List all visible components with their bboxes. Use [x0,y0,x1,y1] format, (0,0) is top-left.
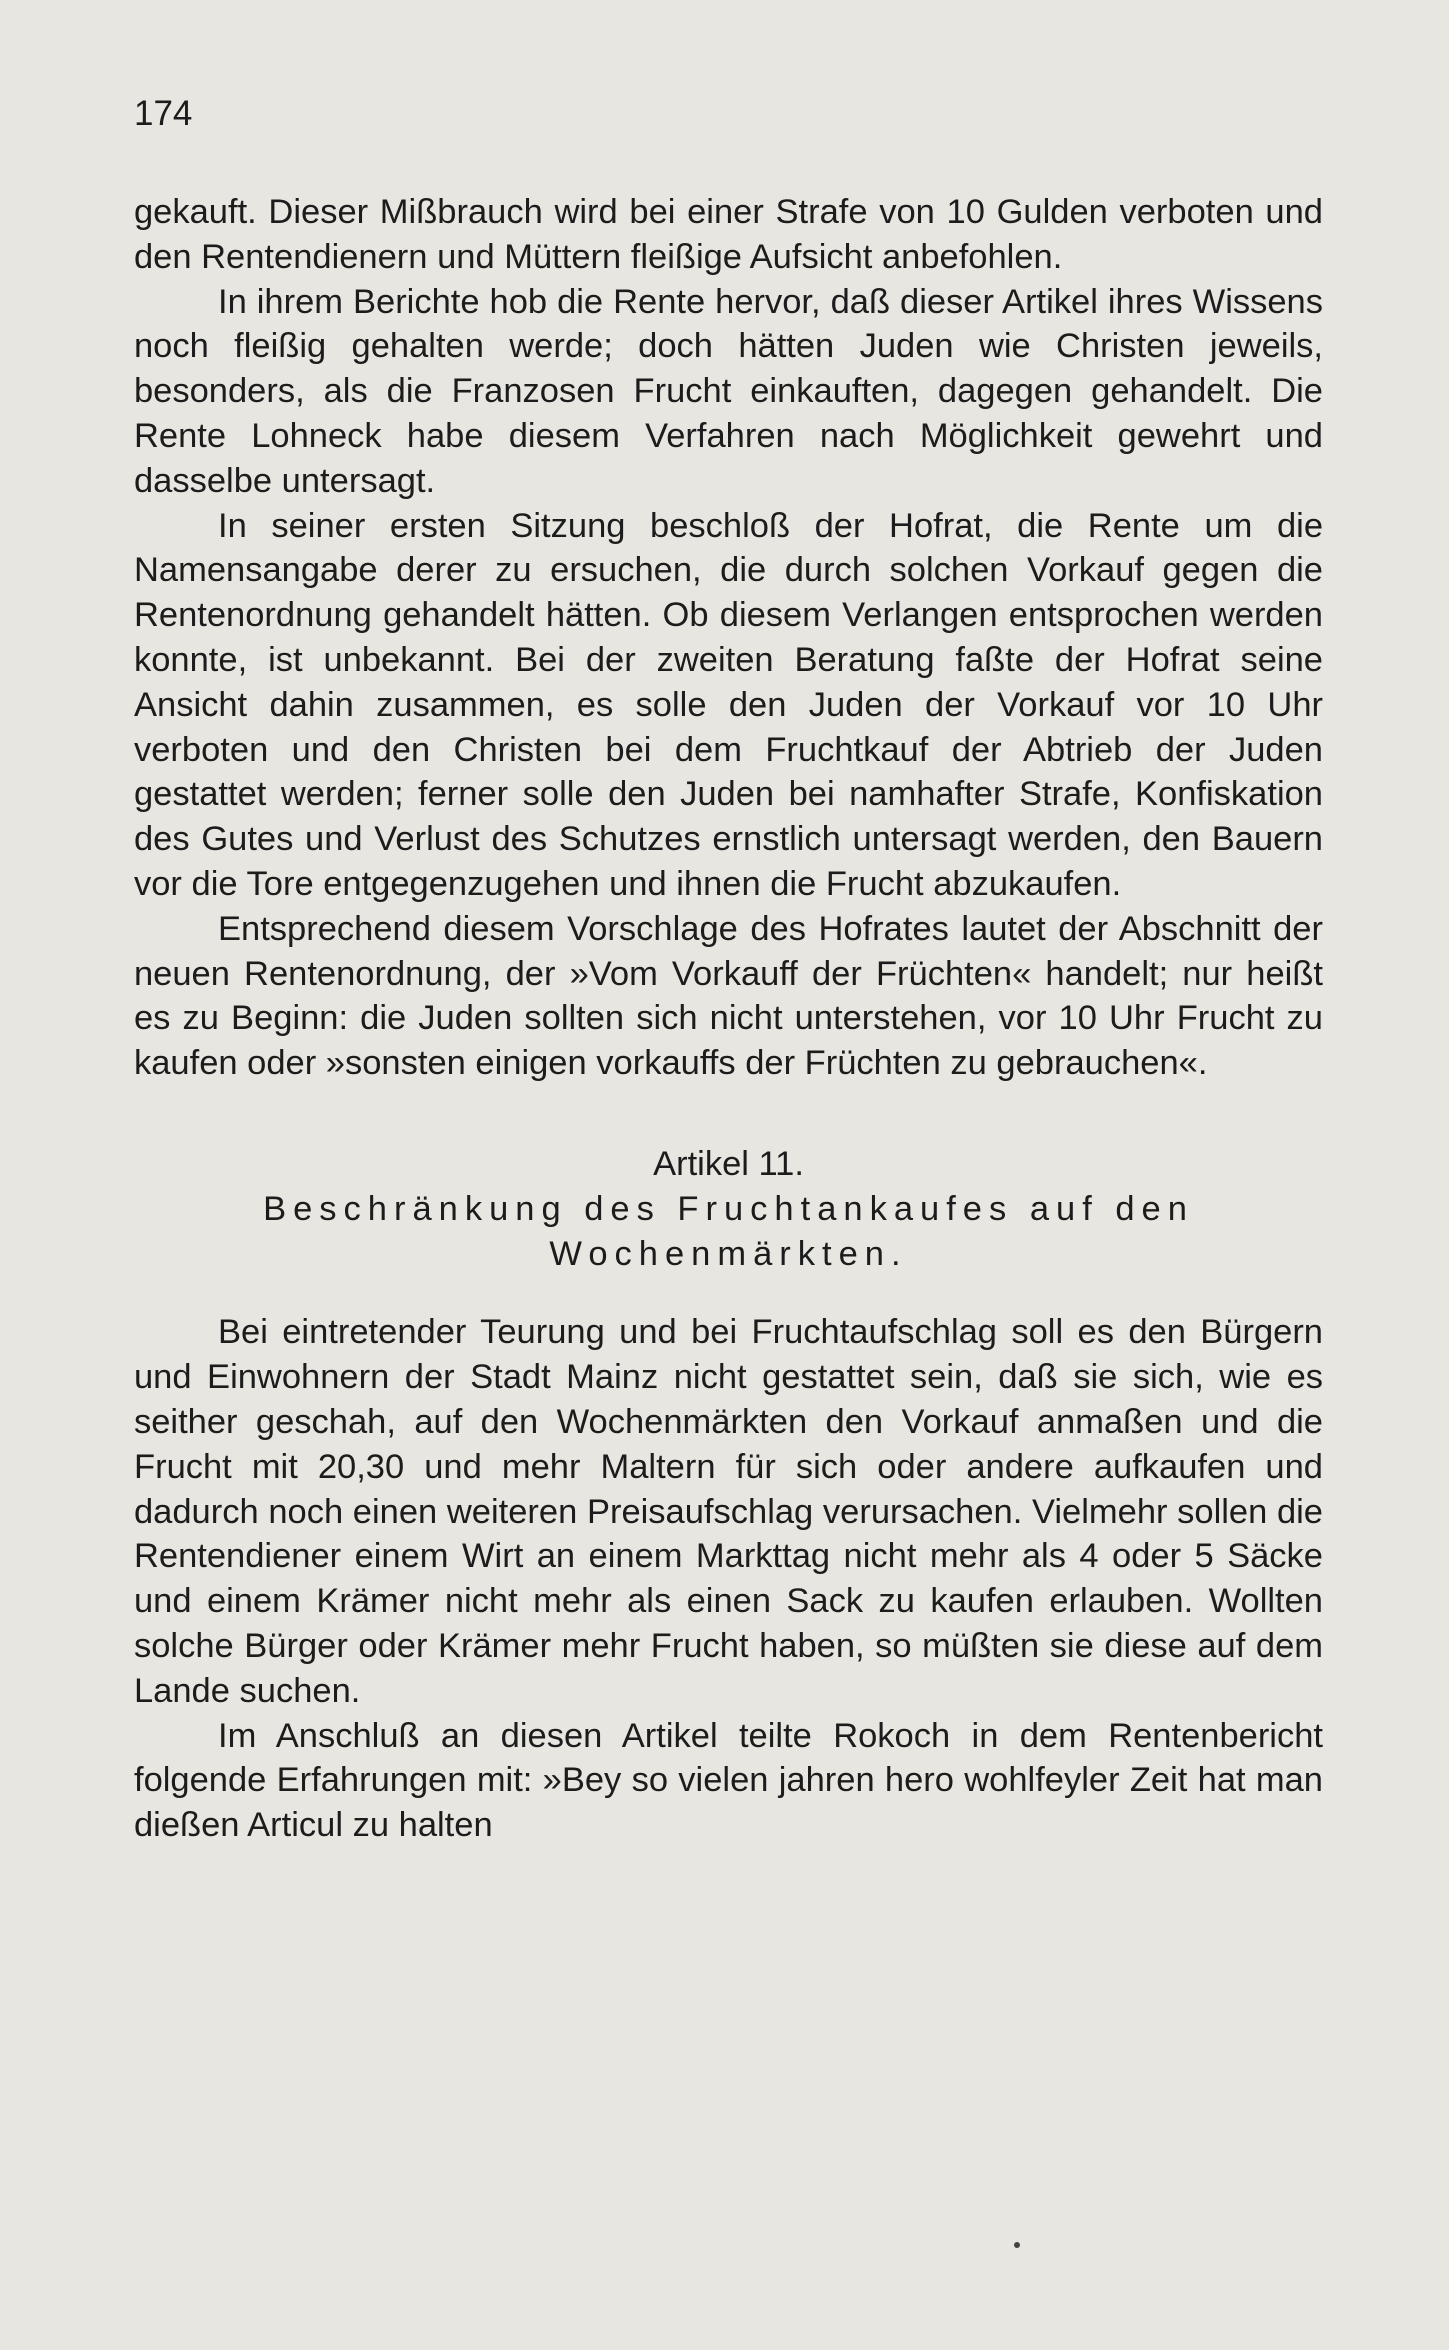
paragraph: In seiner ersten Sitzung beschloß der Hofrat, die Rente um die Namensangabe derer zu ersuchen, die durch solchen Vorkauf gegen die Rentenordnung gehandelt hätten. Ob diesem Verlangen entsprochen werden konnte, ist unbekannt. Bei der zweiten Beratung faßte der Hofrat seine Ansicht dahin zusammen, es solle den Juden der Vorkauf vor 10 Uhr verboten und den Christen bei dem Fruchtkauf der Abtrieb der Juden gestattet werden; ferner solle den Juden bei namhafter Strafe, Konfiskation des Gutes und Verlust des Schutzes ernstlich untersagt werden, den Bauern vor die Tore entgegenzugehen und ihnen die Frucht abzukaufen. [134,506,1323,903]
paragraph: Im Anschluß an diesen Artikel teilte Rokoch in dem Rentenbericht folgende Erfahrungen mit: »Bey so vielen jahren hero wohlfeyler Zeit hat man dießen Articul zu halten [134,1716,1323,1845]
paragraph: gekauft. Dieser Mißbrauch wird bei einer Strafe von 10 Gulden verboten und den Rentendienern und Müttern fleißige Aufsicht anbefohlen. [134,193,1323,276]
page-number: 174 [134,94,193,133]
article-title: Beschränkung des Fruchtankaufes auf den Wochenmärkten. [263,1189,1194,1273]
paragraph: Entsprechend diesem Vorschlage des Hofrates lautet der Abschnitt der neuen Rentenordnung, der »Vom Vorkauff der Früchten« handelt; nur heißt es zu Beginn: die Juden sollten sich nicht unterstehen, vor 10 Uhr Frucht zu kaufen oder »sonsten einigen vorkauffs der Früchten zu gebrauchen«. [134,909,1323,1083]
print-speck [1014,2242,1020,2248]
paragraph: Bei eintretender Teurung und bei Fruchtaufschlag soll es den Bürgern und Einwohnern der Stadt Mainz nicht gestattet sein, daß sie sich, wie es seither geschah, auf den Wochenmärkten den Vorkauf anmaßen und die Frucht mit 20,30 und mehr Maltern für sich oder andere aufkaufen und dadurch noch einen weiteren Preisaufschlag verursachen. Vielmehr sollen die Rentendiener einem Wirt an einem Markttag nicht mehr als 4 oder 5 Säcke und einem Krämer nicht mehr als einen Sack zu kaufen erlauben. Wollten solche Bürger oder Krämer mehr Frucht haben, so müßten sie diese auf dem Lande suchen. [134,1313,1323,1710]
paragraph: In ihrem Berichte hob die Rente hervor, daß dieser Artikel ihres Wissens noch fleißig gehalten werde; doch hätten Juden wie Christen jeweils, besonders, als die Franzosen Frucht einkauften, dagegen gehandelt. Die Rente Lohneck habe diesem Verfahren nach Möglichkeit gewehrt und dasselbe untersagt. [134,282,1323,500]
body-text [134,190,1323,1848]
article-number: Artikel 11. [653,1144,804,1183]
